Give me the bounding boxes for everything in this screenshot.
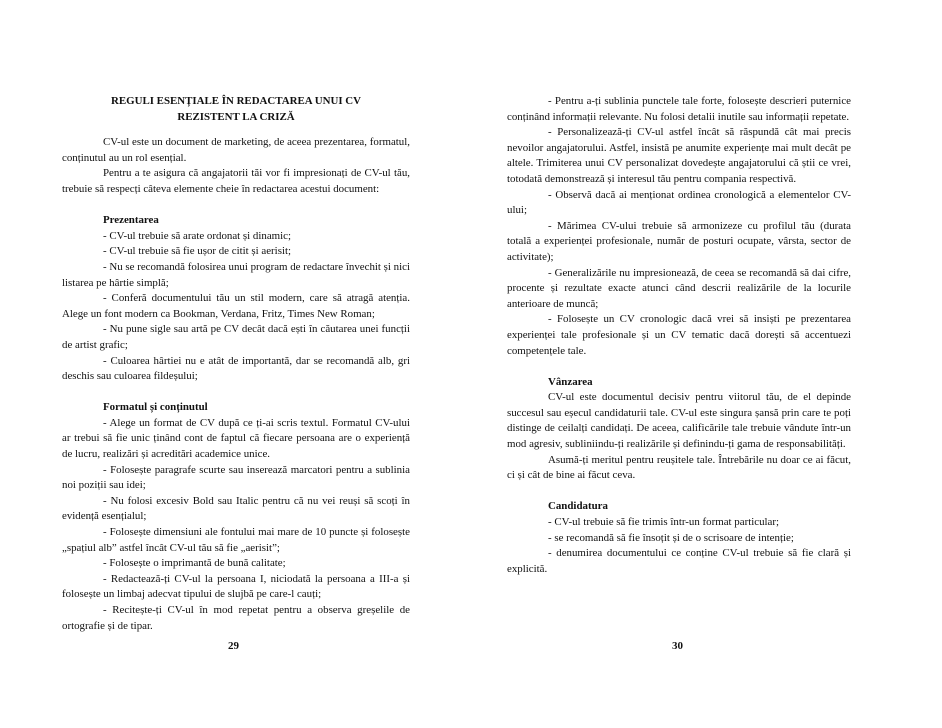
list-item: - Folosește o imprimantă de bună calitate; [103, 557, 286, 570]
list-item: - Redactează-ți CV-ul la persoana I, niciodată la persoana a III-a și folosește un limbaj adecvat tipului de slujbă pe care-l cauți; [62, 572, 410, 601]
paragraph: Pentru a te asigura că angajatorii tăi vor fi impresionați de CV-ul tău, trebuie să respecți câteva elemente cheie în redactarea acestui document: [62, 167, 410, 195]
list-item: - Folosește dimensiuni ale fontului mai mare de 10 puncte și folosește „spațiul alb” astfel încât CV-ul tău să fie „aerisit”; [62, 526, 410, 554]
title-line-2: REZISTENT LA CRIZĂ [177, 110, 295, 123]
page-title [62, 94, 410, 125]
title-line-1: REGULI ESENȚIALE ÎN REDACTAREA UNUI CV [110, 95, 362, 107]
list-item: - Nu pune sigle sau artă pe CV decât dacă ești în căutarea unei funcții de artist grafic; [62, 323, 410, 351]
list-item: - Folosește paragrafe scurte sau inserează marcatori pentru a sublinia noi poziții sau idei; [62, 463, 410, 492]
paragraph: CV-ul este documentul decisiv pentru viitorul tău, de el depinde succesul sau eșecul candidaturii tale. CV-ul este singura șansă prin care te poți distinge de ceilalți candidați. De aceea, calificările tale trebuie vândute într-un mod agresiv, subliniindu-ți realizările și definindu-ți gama de responsabilități. [507, 391, 851, 451]
list-item: - Nu se recomandă folosirea unui program de redactare învechit și nici listarea pe hârtie simplă; [62, 260, 410, 289]
list-item: - Nu folosi excesiv Bold sau Italic pentru că nu vei reuși să scoți în evidență esențialul; [62, 494, 410, 523]
section-heading-candidatura: Candidatura [548, 500, 608, 513]
left-page [62, 94, 410, 634]
list-item: - Personalizează-ți CV-ul astfel încât să răspundă cât mai precis nevoilor angajatorului. Astfel, insistă pe anumite experiențe mai mult decât pe altele. Trimiterea unui CV personalizat dovedește angajatorului că știi ce vrei, totodată demonstrează și interesul tău pentru compania respectivă. [507, 126, 851, 185]
list-item: - CV-ul trebuie să fie ușor de citit și aerisit; [103, 245, 292, 258]
list-item: - Observă dacă ai menționat ordinea cronologică a elementelor CV-ului; [507, 188, 851, 217]
list-item: - Alege un format de CV după ce ți-ai scris textul. Formatul CV-ului ar trebui să fie unic ținând cont de faptul că fiecare persoana are o experiență de lucru, realizări și acreditări academice unice. [62, 416, 410, 461]
list-item: - Generalizările nu impresionează, de ceea se recomandă să dai cifre, procente și rezultate exacte atunci când descrii realizările de la locurile anterioare de muncă; [507, 266, 851, 310]
list-item: - CV-ul trebuie să fie trimis într-un format particular; [548, 516, 780, 529]
list-item: - Pentru a-ți sublinia punctele tale forte, folosește descrieri puternice conținând informații relevante. Nu folosi detalii inutile sau informații repetate. [507, 95, 851, 123]
list-item: - Recitește-ți CV-ul în mod repetat pentru a observa greșelile de ortografie și de tipar. [62, 604, 410, 632]
list-item: - Mărimea CV-ului trebuie să armonizeze cu profilul tău (durata totală a experienței profesionale, număr de posturi ocupate, vârsta, sector de activitate); [507, 219, 851, 263]
page-number-right: 30 [672, 640, 683, 652]
section-heading-vanzarea: Vânzarea [548, 375, 593, 388]
page-number-left: 29 [228, 640, 239, 652]
paragraph: CV-ul este un document de marketing, de aceea prezentarea, formatul, conținutul au un rol esențial. [62, 136, 410, 164]
list-item: - Folosește un CV cronologic dacă vrei să insiști pe prezentarea experienței tale profesionale și un CV tematic dacă dorești să accentuezi competențele tale. [507, 313, 851, 357]
list-item: - Conferă documentului tău un stil modern, care să atragă atenția. Alege un font modern ca Bookman, Verdana, Fritz, Times New Roman; [62, 292, 410, 320]
list-item: - denumirea documentului ce conține CV-ul trebuie să fie clară și explicită. [507, 547, 851, 575]
right-page [507, 94, 851, 577]
section-heading-prezentarea: Prezentarea [103, 214, 159, 227]
list-item: - CV-ul trebuie să arate ordonat și dinamic; [103, 229, 292, 242]
paragraph: Asumă-ți meritul pentru reușitele tale. Întrebările nu doar ce ai făcut, ci și cât de bine ai făcut ceva. [507, 453, 851, 482]
list-item: - Culoarea hârtiei nu e atât de importantă, dar se recomandă alb, gri deschis sau culoarea fildeșului; [62, 354, 410, 383]
list-item: - se recomandă să fie însoțit și de o scrisoare de intenție; [548, 531, 794, 544]
section-heading-formatul: Formatul și conținutul [103, 401, 208, 414]
